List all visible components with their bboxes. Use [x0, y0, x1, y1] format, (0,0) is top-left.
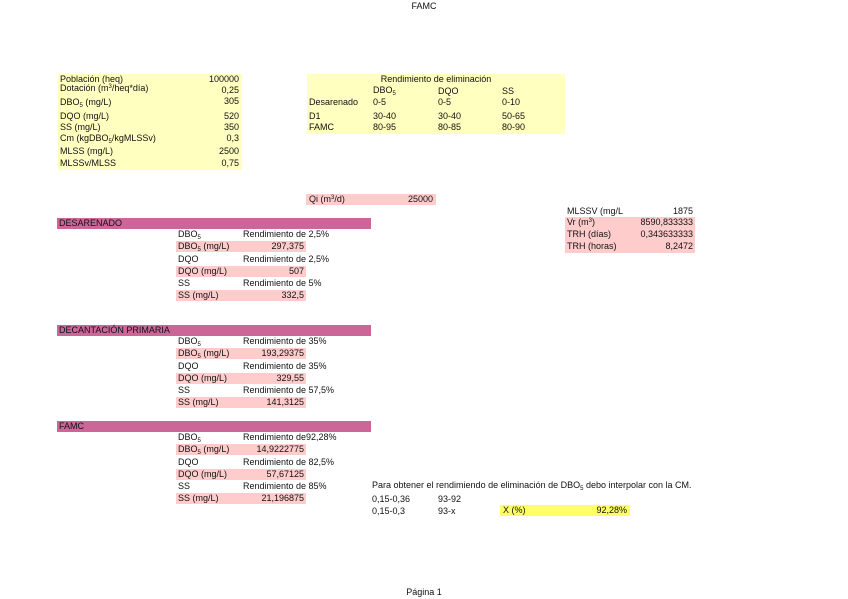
interp-x-label: X (%): [503, 505, 526, 515]
rend-row-name: Desarenado: [309, 97, 359, 107]
param-label: $DBO_5$ (mg/L): [60, 97, 112, 109]
qi-label: Qi $(m^3/d)$: [309, 194, 345, 204]
rend-text: Rendimiento de 35%: [243, 336, 327, 346]
param-value: 520: [223, 111, 239, 121]
param-value: 100000: [208, 74, 239, 84]
row-label: SS: [178, 481, 191, 491]
rend-cell: 80-95: [373, 122, 397, 132]
conc-value: 193,29375: [261, 348, 304, 358]
row-label: SS (mg/L): [178, 290, 219, 300]
reactor-label: TRH (días): [567, 229, 612, 239]
interp-cell: 0,15-0,3: [372, 506, 406, 516]
row-label: SS (mg/L): [178, 493, 219, 503]
qi-value: 25000: [407, 194, 433, 204]
row-label: SS: [178, 385, 191, 395]
row-label: $DBO_5$ (mg/L): [178, 241, 230, 253]
param-label: MLSS (mg/L): [60, 146, 114, 156]
rend-cell: 0-5: [438, 97, 452, 107]
row-label: DQO (mg/L): [178, 266, 228, 276]
row-label: $DBO_5$: [178, 229, 201, 241]
rend-row-name: D1: [309, 111, 321, 121]
row-label: $DBO_5$ (mg/L): [178, 348, 230, 360]
reactor-label: Vr $(m^3)$: [567, 217, 596, 227]
conc-value: 332,5: [281, 290, 304, 300]
row-label: $DBO_5$: [178, 432, 201, 444]
row-label: DQO: [178, 254, 199, 264]
param-label: DQO (mg/L): [60, 111, 110, 121]
rend-text: Rendimiento de 82,5%: [243, 457, 335, 467]
param-label: Dotación $(m^3/heq*día)$: [60, 83, 149, 93]
rend-text: Rendimiento de 2,5%: [243, 254, 330, 264]
param-value: 0,75: [221, 158, 239, 168]
rend-col-ss: SS: [502, 86, 515, 96]
rend-cell: 0-5: [373, 97, 387, 107]
rend-cell: 30-40: [373, 111, 397, 121]
row-label: SS: [178, 278, 191, 288]
param-value: 305: [223, 96, 239, 106]
section-title: DECANTACIÓN PRIMARIA: [59, 325, 170, 335]
row-label: DQO (mg/L): [178, 373, 228, 383]
page-footer: Página 1: [406, 587, 442, 597]
row-label: DQO: [178, 361, 199, 371]
section-title: DESARENADO: [59, 218, 123, 228]
param-value: 0,3: [226, 133, 239, 143]
conc-value: 57,67125: [266, 469, 304, 479]
section-band: [57, 421, 371, 432]
param-label: SS (mg/L): [60, 122, 101, 132]
rend-text: Rendimiento de 85%: [243, 481, 327, 491]
param-value: 2500: [218, 146, 239, 156]
reactor-value: 8590,833333: [640, 217, 693, 227]
rend-text: Rendimiento de92,28%: [243, 432, 337, 442]
section-title: FAMC: [59, 421, 85, 431]
conc-value: 21,196875: [261, 493, 304, 503]
rend-table-title: Rendimiento de eliminación: [380, 74, 492, 84]
rend-cell: 50-65: [502, 111, 526, 121]
interp-cell: 93-92: [438, 494, 462, 504]
reactor-value: 1875: [672, 206, 693, 216]
rend-cell: 0-10: [502, 97, 521, 107]
reactor-value: 0,343633333: [640, 229, 693, 239]
conc-value: 297,375: [271, 241, 304, 251]
param-label: Cm (kgDBO$_5$/kgMLSSv): [60, 133, 156, 145]
reactor-label: TRH (horas): [567, 241, 617, 251]
rend-col-dbo: $DBO_5$: [373, 85, 396, 97]
row-label: DQO: [178, 457, 199, 467]
rend-cell: 80-85: [438, 122, 462, 132]
rend-text: Rendimiento de 5%: [243, 278, 322, 288]
reactor-value: 8,2472: [665, 241, 693, 251]
reactor-label: MLSSV (mg/L: [567, 206, 624, 216]
rend-cell: 30-40: [438, 111, 462, 121]
param-value: 350: [223, 122, 239, 132]
rend-col-dqo: DQO: [438, 86, 459, 96]
conc-value: 507: [288, 266, 304, 276]
conc-value: 14,9222775: [256, 444, 304, 454]
rend-row-name: FAMC: [309, 122, 335, 132]
row-label: $DBO_5$ (mg/L): [178, 444, 230, 456]
conc-value: 329,55: [276, 373, 304, 383]
rend-text: Rendimiento de 35%: [243, 361, 327, 371]
param-value: 0,25: [221, 85, 239, 95]
interp-cell: 93-x: [438, 506, 456, 516]
interp-x-value: 92,28%: [596, 505, 627, 515]
interp-note: Para obtener el rendimiendo de eliminación de $DBO_5$ debo interpolar con la CM.: [372, 480, 692, 492]
param-label: MLSSv/MLSS: [60, 158, 117, 168]
interp-cell: 0,15-0,36: [372, 494, 411, 504]
rend-text: Rendimiento de 2,5%: [243, 229, 330, 239]
conc-value: 141,3125: [266, 397, 304, 407]
rend-text: Rendimiento de 57,5%: [243, 385, 335, 395]
row-label: $DBO_5$: [178, 336, 201, 348]
sheet-header: FAMC: [411, 1, 437, 11]
row-label: SS (mg/L): [178, 397, 219, 407]
param-label: Población (heq): [60, 74, 124, 84]
rend-cell: 80-90: [502, 122, 526, 132]
row-label: DQO (mg/L): [178, 469, 228, 479]
